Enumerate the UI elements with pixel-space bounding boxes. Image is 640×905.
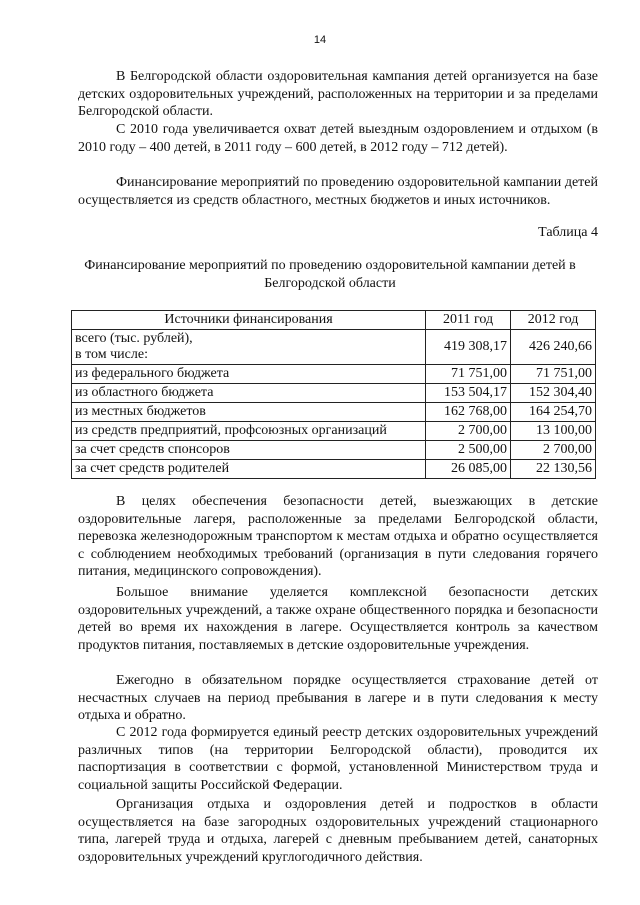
row-value-2011: 162 768,00 bbox=[426, 403, 511, 422]
row-value-2012: 2 700,00 bbox=[511, 441, 596, 460]
body-paragraph-1: В целях обеспечения безопасности детей, выезжающих в детские оздоровительные лагеря, расположенные за пределами Белгородской области, перевозка железнодорожным транспортом к местам отдыха и обратно осуществляется с соблюдением необходимых требований (организация в пути следования горячего питания, медицинского сопровождения). bbox=[78, 494, 598, 580]
intro-paragraph-2: С 2010 года увеличивается охват детей выездным оздоровлением и отдыхом (в 2010 году – 400 детей, в 2011 году – 600 детей, в 2012 году – 712 детей). bbox=[78, 122, 598, 155]
page-number: 14 bbox=[313, 34, 327, 46]
table-row bbox=[72, 384, 596, 403]
table-row bbox=[72, 422, 596, 441]
row-value-2011: 153 504,17 bbox=[426, 384, 511, 403]
row-source-line-1: всего (тыс. рублей), bbox=[75, 331, 193, 346]
table-row bbox=[72, 403, 596, 422]
row-value-2011: 26 085,00 bbox=[426, 460, 511, 479]
header-2011: 2011 год bbox=[426, 311, 511, 330]
table-row bbox=[72, 460, 596, 479]
table-row-total bbox=[72, 330, 596, 365]
row-value-2012: 152 304,40 bbox=[511, 384, 596, 403]
table-row bbox=[72, 441, 596, 460]
table-row bbox=[72, 365, 596, 384]
row-source-line-2: в том числе: bbox=[75, 347, 148, 362]
header-sources: Источники финансирования bbox=[72, 311, 426, 330]
row-value-2012: 71 751,00 bbox=[511, 365, 596, 384]
header-2012: 2012 год bbox=[511, 311, 596, 330]
intro-paragraph-1: В Белгородской области оздоровительная кампания детей организуется на базе детских оздоровительных учреждений, расположенных на территории и за пределами Белгородской области. bbox=[78, 69, 598, 120]
intro-paragraph-3: Финансирование мероприятий по проведению оздоровительной кампании детей осуществляется из средств областного, местных бюджетов и иных источников. bbox=[78, 175, 598, 208]
row-value-2012: 426 240,66 bbox=[511, 330, 596, 365]
row-source: из областного бюджета bbox=[72, 384, 426, 403]
table-header-row bbox=[72, 311, 596, 330]
row-value-2011: 71 751,00 bbox=[426, 365, 511, 384]
body-paragraph-5: Организация отдыха и оздоровления детей и подростков в области осуществляется на базе загородных оздоровительных учреждений стационарного типа, лагерей труда и отдыха, лагерей с дневным пребыванием детей, санаторных оздоровительных учреждений круглогодичного действия. bbox=[78, 797, 598, 865]
row-value-2011: 419 308,17 bbox=[426, 330, 511, 365]
row-value-2011: 2 500,00 bbox=[426, 441, 511, 460]
row-source: из средств предприятий, профсоюзных организаций bbox=[72, 422, 426, 441]
row-source: за счет средств спонсоров bbox=[72, 441, 426, 460]
row-source: за счет средств родителей bbox=[72, 460, 426, 479]
row-value-2012: 13 100,00 bbox=[511, 422, 596, 441]
body-paragraph-4: С 2012 года формируется единый реестр детских оздоровительных учреждений различных типов (на территории Белгородской области), проводится их паспортизация в соответствии с формой, установленной Министерством труда и социальной защиты Российской Федерации. bbox=[78, 725, 598, 793]
table-label: Таблица 4 bbox=[538, 225, 598, 240]
row-value-2012: 22 130,56 bbox=[511, 460, 596, 479]
table-caption: Финансирование мероприятий по проведению оздоровительной кампании детей в Белгородской области bbox=[84, 258, 576, 291]
financing-table bbox=[71, 310, 596, 479]
body-paragraph-2: Большое внимание уделяется комплексной безопасности детских оздоровительных учреждений, а также охране общественного порядка и безопасности детей во время их нахождения в лагере. Осуществляется контроль за качеством продуктов питания, поставляемых в детские оздоровительные учреждения. bbox=[78, 585, 598, 653]
row-source: из местных бюджетов bbox=[72, 403, 426, 422]
body-paragraph-3: Ежегодно в обязательном порядке осуществляется страхование детей от несчастных случаев на период пребывания в лагере и в пути следования к месту отдыха и обратно. bbox=[78, 673, 598, 724]
row-source: из федерального бюджета bbox=[72, 365, 426, 384]
row-source bbox=[72, 330, 426, 365]
row-value-2011: 2 700,00 bbox=[426, 422, 511, 441]
row-value-2012: 164 254,70 bbox=[511, 403, 596, 422]
